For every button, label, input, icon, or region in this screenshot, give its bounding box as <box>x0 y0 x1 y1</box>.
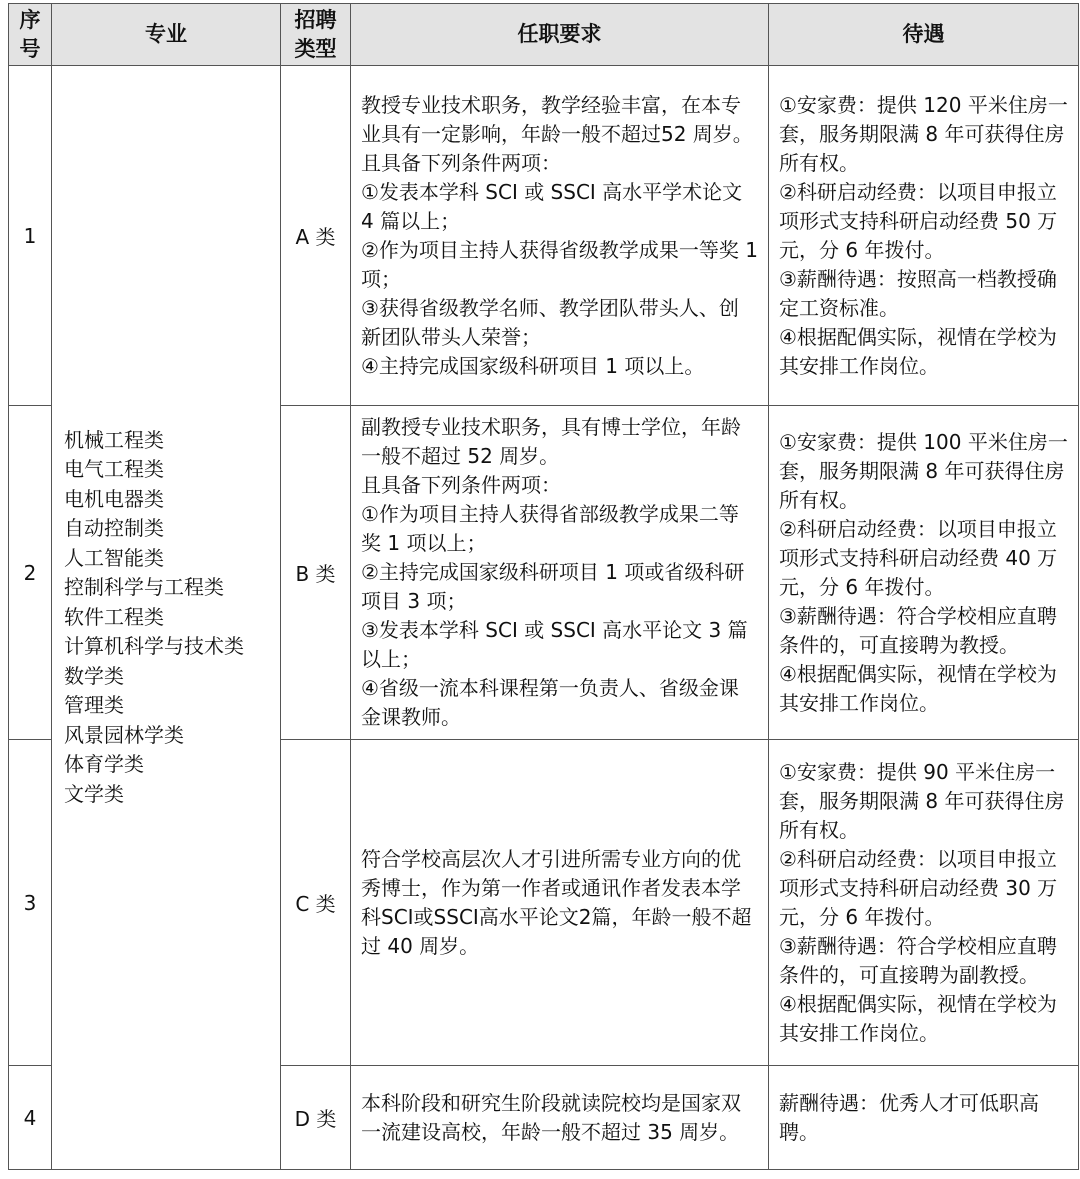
recruitment-table <box>8 3 1079 1170</box>
row-type: B 类 <box>281 406 351 740</box>
row-type: D 类 <box>281 1066 351 1170</box>
benefit-line: ③薪酬待遇：符合学校相应直聘条件的，可直接聘为教授。 <box>779 603 1057 657</box>
major-item: 数学类 <box>64 663 124 688</box>
row-type: A 类 <box>281 66 351 406</box>
requirement-line: ①作为项目主持人获得省部级教学成果二等奖 1 项以上； <box>361 502 739 555</box>
benefit-line: ②科研启动经费：以项目申报立项形式支持科研启动经费 30 万元，分 6 年拨付。 <box>779 846 1058 929</box>
requirements-cell <box>351 740 769 1066</box>
major-item: 机械工程类 <box>64 427 164 452</box>
benefit-line: ③薪酬待遇：符合学校相应直聘条件的，可直接聘为副教授。 <box>779 933 1057 987</box>
major-item: 自动控制类 <box>64 516 164 541</box>
major-item: 电机电器类 <box>64 486 164 511</box>
row-no: 1 <box>9 66 52 406</box>
benefits-cell <box>769 406 1079 740</box>
major-item: 软件工程类 <box>64 604 164 629</box>
table-row <box>9 66 1079 406</box>
requirement-line: ④主持完成国家级科研项目 1 项以上。 <box>361 353 705 378</box>
benefit-line: ①安家费：提供 100 平米住房一套，服务期限满 8 年可获得住房所有权。 <box>779 429 1068 512</box>
requirement-line: ③获得省级教学名师、教学团队带头人、创新团队带头人荣誉； <box>361 295 739 349</box>
benefits-cell <box>769 1066 1079 1170</box>
header-major: 专业 <box>52 4 281 66</box>
benefits-cell <box>769 66 1079 406</box>
requirement-line: 且具备下列条件两项： <box>361 473 561 497</box>
major-item: 人工智能类 <box>64 545 164 570</box>
benefit-line: ①安家费：提供 90 平米住房一套，服务期限满 8 年可获得住房所有权。 <box>779 759 1065 842</box>
benefit-line: ④根据配偶实际，视情在学校为其安排工作岗位。 <box>779 991 1057 1045</box>
benefit-line: ②科研启动经费：以项目申报立项形式支持科研启动经费 50 万元，分 6 年拨付。 <box>779 179 1058 262</box>
row-no: 2 <box>9 406 52 740</box>
requirement-line: ③发表本学科 SCI 或 SSCI 高水平论文 3 篇以上； <box>361 618 748 671</box>
requirement-line: ②作为项目主持人获得省级教学成果一等奖 1 项； <box>361 237 759 291</box>
requirement-line: 符合学校高层次人才引进所需专业方向的优秀博士，作为第一作者或通讯作者发表本学科SCI或SSCI高水平论文2篇，年龄一般不超过 40 周岁。 <box>361 846 752 958</box>
requirement-line: 副教授专业技术职务，具有博士学位，年龄一般不超过 52 周岁。 <box>361 415 741 468</box>
requirement-line: 教授专业技术职务，教学经验丰富，在本专业具有一定影响，年龄一般不超过52 周岁。 <box>361 92 753 146</box>
benefit-line: 薪酬待遇：优秀人才可低职高聘。 <box>779 1090 1039 1144</box>
row-no: 4 <box>9 1066 52 1170</box>
requirement-line: 本科阶段和研究生阶段就读院校均是国家双一流建设高校，年龄一般不超过 35 周岁。 <box>361 1090 741 1144</box>
header-requirements: 任职要求 <box>351 4 769 66</box>
benefit-line: ③薪酬待遇：按照高一档教授确定工资标准。 <box>779 266 1057 320</box>
requirement-line: ①发表本学科 SCI 或 SSCI 高水平学术论文 4 篇以上； <box>361 179 743 233</box>
header-benefits: 待遇 <box>769 4 1079 66</box>
benefit-line: ②科研启动经费：以项目申报立项形式支持科研启动经费 40 万元，分 6 年拨付。 <box>779 516 1058 599</box>
benefit-line: ④根据配偶实际，视情在学校为其安排工作岗位。 <box>779 324 1057 378</box>
requirement-line: 且具备下列条件两项： <box>361 150 561 175</box>
requirements-cell <box>351 66 769 406</box>
major-item: 风景园林学类 <box>64 722 184 747</box>
benefits-cell <box>769 740 1079 1066</box>
requirements-cell <box>351 406 769 740</box>
requirements-cell <box>351 1066 769 1170</box>
major-item: 控制科学与工程类 <box>64 575 224 600</box>
major-item: 电气工程类 <box>64 457 164 482</box>
header-row <box>9 4 1079 66</box>
majors-cell <box>52 66 281 1170</box>
header-no: 序号 <box>9 4 52 66</box>
major-item: 文学类 <box>64 781 124 806</box>
benefit-line: ④根据配偶实际，视情在学校为其安排工作岗位。 <box>779 661 1057 715</box>
requirement-line: ④省级一流本科课程第一负责人、省级金课金课教师。 <box>361 676 739 729</box>
major-item: 体育学类 <box>64 752 144 777</box>
row-no: 3 <box>9 740 52 1066</box>
major-item: 管理类 <box>64 693 124 718</box>
header-type: 招聘类型 <box>281 4 351 66</box>
row-type: C 类 <box>281 740 351 1066</box>
major-item: 计算机科学与技术类 <box>64 634 244 659</box>
requirement-line: ②主持完成国家级科研项目 1 项或省级科研项目 3 项； <box>361 560 745 613</box>
benefit-line: ①安家费：提供 120 平米住房一套，服务期限满 8 年可获得住房所有权。 <box>779 92 1068 175</box>
